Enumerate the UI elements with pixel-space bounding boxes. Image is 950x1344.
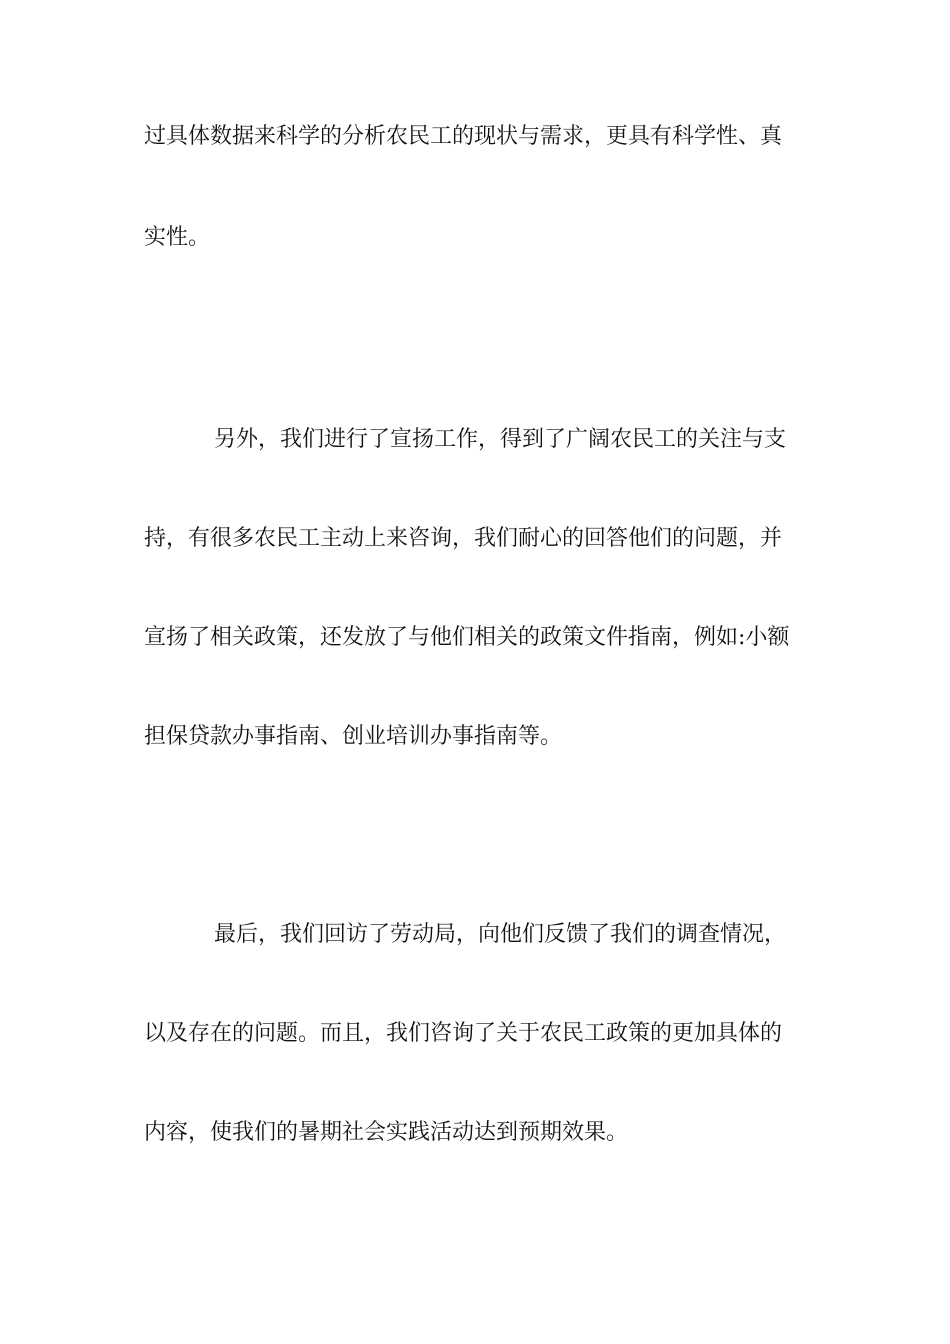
paragraph-line: 担保贷款办事指南、创业培训办事指南等。 [144, 724, 563, 749]
paragraph-line: 宣扬了相关政策，还发放了与他们相关的政策文件指南，例如:小额 [144, 625, 790, 650]
paragraph-line: 过具体数据来科学的分析农民工的现状与需求，更具有科学性、真 [144, 124, 783, 149]
paragraph-line: 持，有很多农民工主动上来咨询，我们耐心的回答他们的问题，并 [144, 526, 783, 551]
paragraph-line: 内容，使我们的暑期社会实践活动达到预期效果。 [144, 1120, 629, 1145]
paragraph-line: 另外，我们进行了宣扬工作，得到了广阔农民工的关注与支 [214, 427, 787, 452]
paragraph-line: 最后，我们回访了劳动局，向他们反馈了我们的调查情况， [214, 922, 787, 947]
paragraph-line: 以及存在的问题。而且，我们咨询了关于农民工政策的更加具体的 [144, 1021, 783, 1046]
paragraph-line: 实性。 [144, 225, 211, 250]
